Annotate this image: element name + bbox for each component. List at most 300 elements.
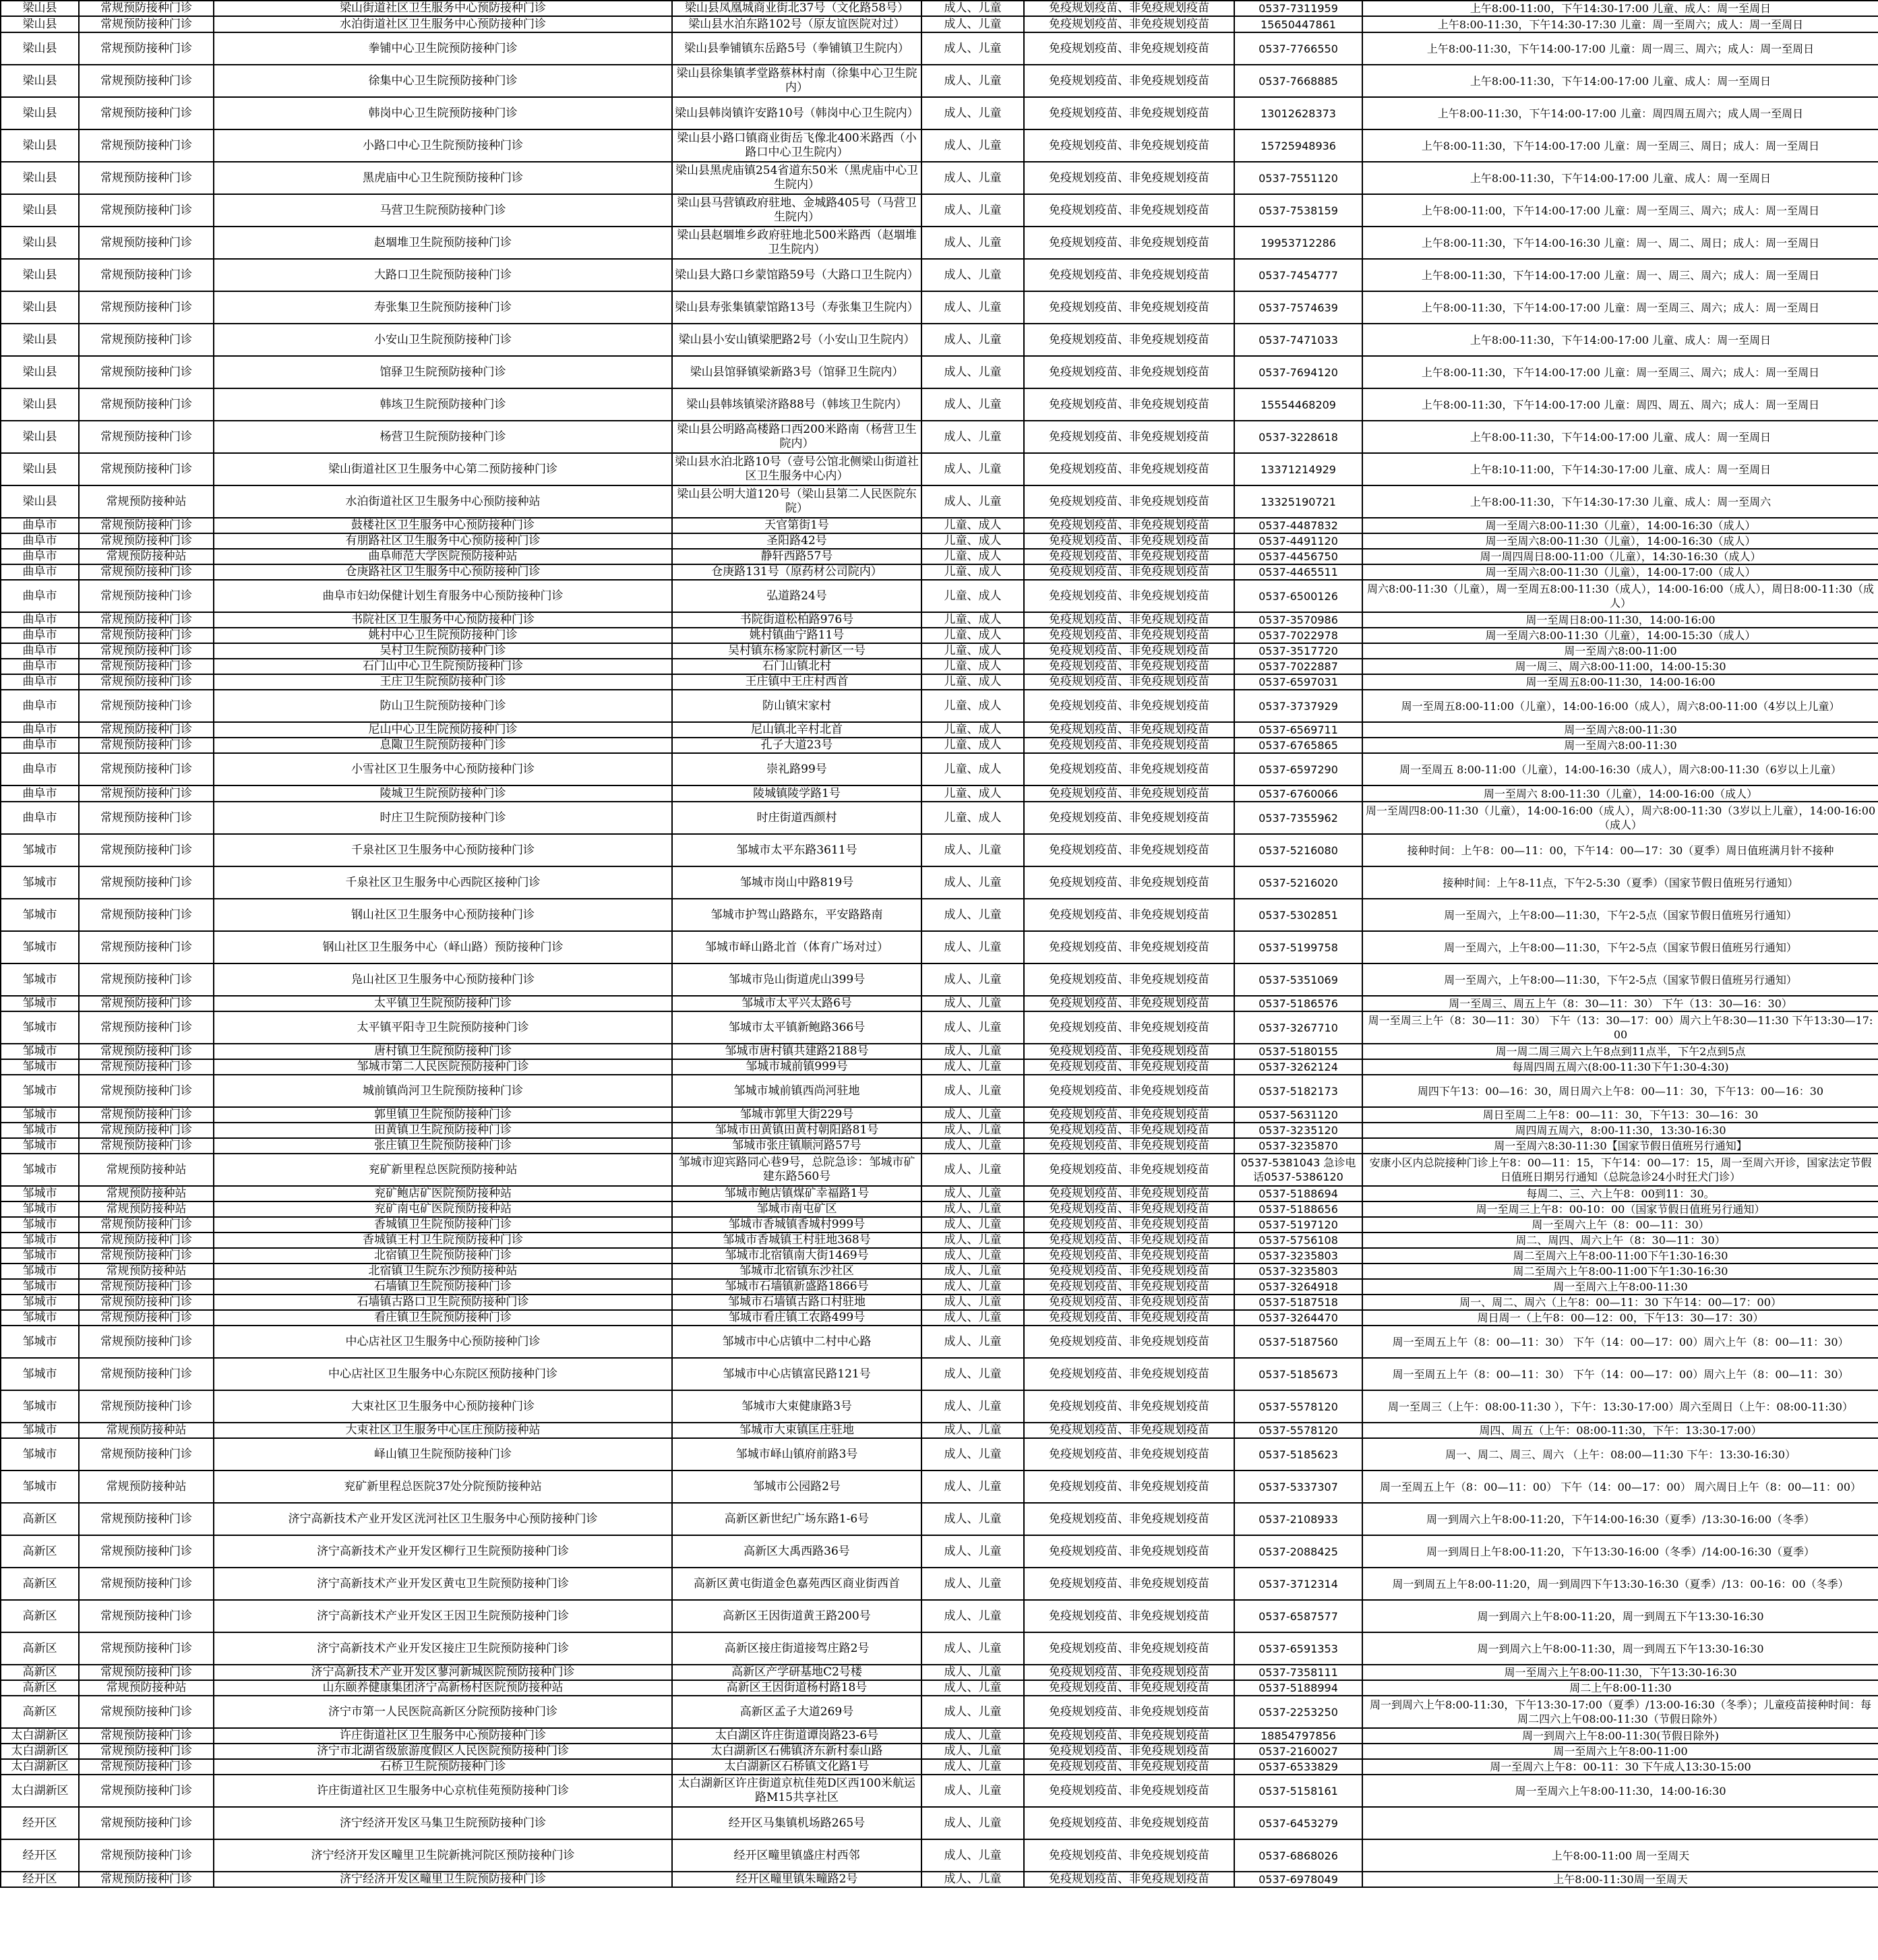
address-cell: 高新区新世纪广场东路1-6号	[672, 1503, 921, 1535]
table-row	[1, 1326, 1878, 1358]
table-row	[1, 628, 1878, 643]
phone-cell: 0537-3737929	[1234, 690, 1362, 722]
region-cell: 太白湖新区	[1, 1728, 79, 1744]
address-cell: 邹城市太平镇新鲍路366号	[672, 1011, 921, 1044]
target-group-cell: 成人、儿童	[921, 899, 1024, 931]
hours-cell: 周一至周六上午8:00-11:30	[1362, 1279, 1878, 1295]
clinic-type-cell: 常规预防接种门诊	[79, 453, 214, 485]
region-cell: 邹城市	[1, 1138, 79, 1154]
table-row	[1, 643, 1878, 659]
phone-cell: 0537-5578120	[1234, 1390, 1362, 1423]
region-cell: 邹城市	[1, 1471, 79, 1503]
clinic-type-cell: 常规预防接种站	[79, 485, 214, 518]
clinic-name-cell: 田黄镇卫生院预防接种门诊	[214, 1123, 672, 1138]
table-row	[1, 1696, 1878, 1728]
hours-cell: 上午8:00-11:30，下午14:00-17:00 儿童、成人：周一至周日	[1362, 421, 1878, 453]
vaccine-type-cell: 免疫规划疫苗、非免疫规划疫苗	[1024, 194, 1234, 227]
phone-cell: 0537-7311959	[1234, 1, 1362, 16]
clinic-type-cell: 常规预防接种门诊	[79, 1696, 214, 1728]
target-group-cell: 成人、儿童	[921, 1423, 1024, 1438]
target-group-cell: 成人、儿童	[921, 834, 1024, 866]
address-cell: 邹城市迎宾路同心巷9号，总院急诊：邹城市矿建东路560号	[672, 1154, 921, 1186]
phone-cell: 0537-7668885	[1234, 65, 1362, 97]
address-cell: 太白湖新区石佛镇济东新村泰山路	[672, 1744, 921, 1759]
clinic-name-cell: 济宁市北湖省级旅游度假区人民医院预防接种门诊	[214, 1744, 672, 1759]
table-row	[1, 1279, 1878, 1295]
table-row	[1, 1011, 1878, 1044]
table-row	[1, 1295, 1878, 1310]
phone-cell: 0537-5197120	[1234, 1217, 1362, 1233]
clinic-type-cell: 常规预防接种门诊	[79, 1568, 214, 1600]
phone-cell: 19953712286	[1234, 227, 1362, 259]
region-cell: 曲阜市	[1, 533, 79, 549]
clinic-type-cell: 常规预防接种门诊	[79, 1665, 214, 1680]
region-cell: 邹城市	[1, 866, 79, 899]
clinic-type-cell: 常规预防接种门诊	[79, 1, 214, 16]
target-group-cell: 成人、儿童	[921, 1326, 1024, 1358]
target-group-cell: 成人、儿童	[921, 1696, 1024, 1728]
address-cell: 太白湖新区石桥镇文化路1号	[672, 1759, 921, 1775]
target-group-cell: 成人、儿童	[921, 1044, 1024, 1059]
table-row	[1, 1201, 1878, 1217]
clinic-name-cell: 拳铺中心卫生院预防接种门诊	[214, 32, 672, 65]
region-cell: 邹城市	[1, 1423, 79, 1438]
phone-cell: 0537-5180155	[1234, 1044, 1362, 1059]
clinic-type-cell: 常规预防接种门诊	[79, 753, 214, 785]
address-cell: 经开区疃里镇朱疃路2号	[672, 1872, 921, 1887]
clinic-name-cell: 济宁高新技术产业开发区蓼河新城医院预防接种门诊	[214, 1665, 672, 1680]
address-cell: 静轩西路57号	[672, 549, 921, 564]
clinic-name-cell: 水泊街道社区卫生服务中心预防接种站	[214, 485, 672, 518]
phone-cell: 0537-3235870	[1234, 1138, 1362, 1154]
phone-cell: 0537-7022978	[1234, 628, 1362, 643]
region-cell: 梁山县	[1, 485, 79, 518]
clinic-type-cell: 常规预防接种门诊	[79, 1600, 214, 1632]
phone-cell: 0537-5158161	[1234, 1775, 1362, 1807]
clinic-type-cell: 常规预防接种门诊	[79, 643, 214, 659]
region-cell: 梁山县	[1, 259, 79, 291]
target-group-cell: 成人、儿童	[921, 1075, 1024, 1107]
clinic-name-cell: 北宿镇卫生院预防接种门诊	[214, 1248, 672, 1264]
address-cell: 梁山县拳铺镇东岳路5号（拳铺镇卫生院内）	[672, 32, 921, 65]
clinic-name-cell: 馆驿卫生院预防接种门诊	[214, 356, 672, 388]
target-group-cell: 儿童、成人	[921, 518, 1024, 533]
region-cell: 太白湖新区	[1, 1759, 79, 1775]
clinic-type-cell: 常规预防接种门诊	[79, 324, 214, 356]
vaccine-type-cell: 免疫规划疫苗、非免疫规划疫苗	[1024, 1503, 1234, 1535]
clinic-name-cell: 张庄镇卫生院预防接种门诊	[214, 1138, 672, 1154]
target-group-cell: 成人、儿童	[921, 1201, 1024, 1217]
vaccine-type-cell: 免疫规划疫苗、非免疫规划疫苗	[1024, 1310, 1234, 1326]
clinic-type-cell: 常规预防接种门诊	[79, 97, 214, 129]
table-row	[1, 97, 1878, 129]
hours-cell: 上午8:00-11:30，下午14:00-17:00 儿童：周一、周三、周六；成人：周一至周日	[1362, 259, 1878, 291]
hours-cell: 周一至周六8:00-11:30（儿童），14:00-17:00（成人）	[1362, 564, 1878, 580]
address-cell: 邹城市北宿镇东沙社区	[672, 1264, 921, 1279]
phone-cell: 18854797856	[1234, 1728, 1362, 1744]
table-row	[1, 1358, 1878, 1390]
target-group-cell: 成人、儿童	[921, 1059, 1024, 1075]
region-cell: 邹城市	[1, 1390, 79, 1423]
clinic-type-cell: 常规预防接种门诊	[79, 1295, 214, 1310]
address-cell: 仓庚路131号（原药材公司院内）	[672, 564, 921, 580]
phone-cell: 0537-2253250	[1234, 1696, 1362, 1728]
clinic-type-cell: 常规预防接种门诊	[79, 1535, 214, 1568]
target-group-cell: 成人、儿童	[921, 1759, 1024, 1775]
phone-cell: 0537-3262124	[1234, 1059, 1362, 1075]
table-row	[1, 16, 1878, 32]
clinic-name-cell: 邹城市第二人民医院预防接种门诊	[214, 1059, 672, 1075]
phone-cell: 0537-5185623	[1234, 1438, 1362, 1471]
address-cell: 邹城市城前镇999号	[672, 1059, 921, 1075]
phone-cell: 0537-7471033	[1234, 324, 1362, 356]
vaccine-type-cell: 免疫规划疫苗、非免疫规划疫苗	[1024, 802, 1234, 834]
region-cell: 曲阜市	[1, 738, 79, 753]
clinic-type-cell: 常规预防接种门诊	[79, 1326, 214, 1358]
table-row	[1, 1775, 1878, 1807]
address-cell: 邹城市北宿镇南大街1469号	[672, 1248, 921, 1264]
clinic-name-cell: 鼓楼社区卫生服务中心预防接种门诊	[214, 518, 672, 533]
phone-cell: 0537-4456750	[1234, 549, 1362, 564]
clinic-type-cell: 常规预防接种门诊	[79, 1438, 214, 1471]
target-group-cell: 成人、儿童	[921, 421, 1024, 453]
clinic-type-cell: 常规预防接种站	[79, 1201, 214, 1217]
address-cell: 邹城市南屯矿区	[672, 1201, 921, 1217]
hours-cell: 周一至周六，上午8:00—11:30，下午2-5点（国家节假日值班另行通知）	[1362, 963, 1878, 996]
vaccine-type-cell: 免疫规划疫苗、非免疫规划疫苗	[1024, 324, 1234, 356]
region-cell: 高新区	[1, 1696, 79, 1728]
table-row	[1, 421, 1878, 453]
target-group-cell: 成人、儿童	[921, 97, 1024, 129]
phone-cell: 0537-5351069	[1234, 963, 1362, 996]
hours-cell: 周四下午13：00—16：30，周日周六上午8：00—11：30，下午13：00—16：30	[1362, 1075, 1878, 1107]
region-cell: 邹城市	[1, 1044, 79, 1059]
phone-cell: 0537-3235803	[1234, 1264, 1362, 1279]
hours-cell: 上午8:00-11:30，下午14:30-17:30 儿童：周一至周六；成人：周一至周日	[1362, 16, 1878, 32]
vaccine-type-cell: 免疫规划疫苗、非免疫规划疫苗	[1024, 1807, 1234, 1839]
phone-cell: 0537-5578120	[1234, 1423, 1362, 1438]
table-row	[1, 785, 1878, 802]
hours-cell: 周一周二周三周六上午8点到11点半，下午2点到5点	[1362, 1044, 1878, 1059]
address-cell: 高新区接庄街道接驾庄路2号	[672, 1632, 921, 1665]
target-group-cell: 儿童、成人	[921, 802, 1024, 834]
clinic-name-cell: 梁山街道社区卫生服务中心预防接种门诊	[214, 1, 672, 16]
target-group-cell: 成人、儿童	[921, 1186, 1024, 1201]
target-group-cell: 成人、儿童	[921, 453, 1024, 485]
address-cell: 高新区大禹西路36号	[672, 1535, 921, 1568]
table-row	[1, 388, 1878, 421]
phone-cell: 0537-6453279	[1234, 1807, 1362, 1839]
hours-cell: 周一至周六上午8:00-11:00	[1362, 1744, 1878, 1759]
vaccine-type-cell: 免疫规划疫苗、非免疫规划疫苗	[1024, 785, 1234, 802]
clinic-type-cell: 常规预防接种门诊	[79, 1358, 214, 1390]
clinic-type-cell: 常规预防接种门诊	[79, 564, 214, 580]
clinic-type-cell: 常规预防接种门诊	[79, 194, 214, 227]
clinic-name-cell: 马营卫生院预防接种门诊	[214, 194, 672, 227]
clinic-type-cell: 常规预防接种门诊	[79, 1390, 214, 1423]
address-cell: 尼山镇北辛村北首	[672, 722, 921, 738]
clinic-type-cell: 常规预防接种站	[79, 1264, 214, 1279]
phone-cell: 0537-5199758	[1234, 931, 1362, 963]
address-cell: 邹城市香城镇王村驻地368号	[672, 1233, 921, 1248]
vaccine-type-cell: 免疫规划疫苗、非免疫规划疫苗	[1024, 1535, 1234, 1568]
table-row	[1, 549, 1878, 564]
address-cell: 梁山县寿张集镇蒙馆路13号（寿张集卫生院内）	[672, 291, 921, 324]
address-cell: 邹城市岗山中路819号	[672, 866, 921, 899]
clinic-type-cell: 常规预防接种门诊	[79, 1044, 214, 1059]
address-cell: 梁山县赵堌堆乡政府驻地北500米路西（赵堌堆卫生院内）	[672, 227, 921, 259]
clinic-type-cell: 常规预防接种门诊	[79, 291, 214, 324]
hours-cell: 每周二、三、六上午8：00到11：30。	[1362, 1186, 1878, 1201]
region-cell: 梁山县	[1, 194, 79, 227]
phone-cell: 0537-5216020	[1234, 866, 1362, 899]
vaccine-type-cell: 免疫规划疫苗、非免疫规划疫苗	[1024, 722, 1234, 738]
region-cell: 曲阜市	[1, 722, 79, 738]
phone-cell: 0537-4491120	[1234, 533, 1362, 549]
clinic-type-cell: 常规预防接种门诊	[79, 162, 214, 194]
clinic-name-cell: 赵堌堆卫生院预防接种门诊	[214, 227, 672, 259]
hours-cell: 上午8:00-11:30周一至周天	[1362, 1872, 1878, 1887]
region-cell: 梁山县	[1, 1, 79, 16]
vaccine-type-cell: 免疫规划疫苗、非免疫规划疫苗	[1024, 738, 1234, 753]
region-cell: 邹城市	[1, 1233, 79, 1248]
region-cell: 曲阜市	[1, 690, 79, 722]
region-cell: 邹城市	[1, 1123, 79, 1138]
address-cell: 邹城市大束健康路3号	[672, 1390, 921, 1423]
table-row	[1, 1186, 1878, 1201]
vaccine-type-cell: 免疫规划疫苗、非免疫规划疫苗	[1024, 453, 1234, 485]
phone-cell: 0537-7454777	[1234, 259, 1362, 291]
hours-cell: 周一周四周日8:00-11:00（儿童），14:30-16:30（成人）	[1362, 549, 1878, 564]
vaccine-type-cell: 免疫规划疫苗、非免疫规划疫苗	[1024, 1217, 1234, 1233]
hours-cell: 周一至周三、周五上午（8：30—11：30） 下午（13：30—16：30）	[1362, 996, 1878, 1011]
clinic-type-cell: 常规预防接种门诊	[79, 628, 214, 643]
target-group-cell: 成人、儿童	[921, 996, 1024, 1011]
vaccine-type-cell: 免疫规划疫苗、非免疫规划疫苗	[1024, 1138, 1234, 1154]
hours-cell: 上午8:00-11:30，下午14:30-17:30 儿童、成人：周一至周六	[1362, 485, 1878, 518]
clinic-name-cell: 梁山街道社区卫生服务中心第二预防接种门诊	[214, 453, 672, 485]
phone-cell: 0537-5631120	[1234, 1107, 1362, 1123]
region-cell: 邹城市	[1, 963, 79, 996]
address-cell: 邹城市太平东路3611号	[672, 834, 921, 866]
vaccine-type-cell: 免疫规划疫苗、非免疫规划疫苗	[1024, 1471, 1234, 1503]
table-row	[1, 533, 1878, 549]
region-cell: 邹城市	[1, 1295, 79, 1310]
clinic-name-cell: 小安山卫生院预防接种门诊	[214, 324, 672, 356]
clinic-name-cell: 石墙镇卫生院预防接种门诊	[214, 1279, 672, 1295]
table-row	[1, 996, 1878, 1011]
table-row	[1, 291, 1878, 324]
hours-cell: 上午8:00-11:00 周一至周天	[1362, 1839, 1878, 1872]
hours-cell: 每周四周五周六(8:00-11:30下午1:30-4:30)	[1362, 1059, 1878, 1075]
vaccine-type-cell: 免疫规划疫苗、非免疫规划疫苗	[1024, 1839, 1234, 1872]
target-group-cell: 儿童、成人	[921, 549, 1024, 564]
clinic-type-cell: 常规预防接种门诊	[79, 518, 214, 533]
clinic-name-cell: 济宁经济开发区疃里卫生院新挑河院区预防接种门诊	[214, 1839, 672, 1872]
target-group-cell: 成人、儿童	[921, 1839, 1024, 1872]
table-row	[1, 899, 1878, 931]
target-group-cell: 成人、儿童	[921, 1568, 1024, 1600]
address-cell: 邹城市公园路2号	[672, 1471, 921, 1503]
address-cell: 邹城市郭里大街229号	[672, 1107, 921, 1123]
address-cell: 高新区孟子大道269号	[672, 1696, 921, 1728]
region-cell: 梁山县	[1, 227, 79, 259]
target-group-cell: 儿童、成人	[921, 738, 1024, 753]
clinic-type-cell: 常规预防接种门诊	[79, 227, 214, 259]
region-cell: 曲阜市	[1, 659, 79, 674]
vaccine-type-cell: 免疫规划疫苗、非免疫规划疫苗	[1024, 1, 1234, 16]
table-row	[1, 866, 1878, 899]
vaccine-type-cell: 免疫规划疫苗、非免疫规划疫苗	[1024, 1423, 1234, 1438]
target-group-cell: 成人、儿童	[921, 1295, 1024, 1310]
vaccine-type-cell: 免疫规划疫苗、非免疫规划疫苗	[1024, 129, 1234, 162]
clinic-type-cell: 常规预防接种门诊	[79, 356, 214, 388]
phone-cell: 0537-3264918	[1234, 1279, 1362, 1295]
clinic-name-cell: 徐集中心卫生院预防接种门诊	[214, 65, 672, 97]
phone-cell: 0537-6569711	[1234, 722, 1362, 738]
table-row	[1, 1390, 1878, 1423]
table-row	[1, 1123, 1878, 1138]
clinic-type-cell: 常规预防接种站	[79, 1186, 214, 1201]
clinic-name-cell: 城前镇尚河卫生院预防接种门诊	[214, 1075, 672, 1107]
vaccine-type-cell: 免疫规划疫苗、非免疫规划疫苗	[1024, 1044, 1234, 1059]
phone-cell: 0537-7355962	[1234, 802, 1362, 834]
clinic-type-cell: 常规预防接种站	[79, 1423, 214, 1438]
target-group-cell: 成人、儿童	[921, 866, 1024, 899]
target-group-cell: 成人、儿童	[921, 1279, 1024, 1295]
hours-cell: 周一周三、周六8:00-11:00，14:00-15:30	[1362, 659, 1878, 674]
vaccine-type-cell: 免疫规划疫苗、非免疫规划疫苗	[1024, 866, 1234, 899]
address-cell: 太白湖区许庄街道谭岗路23-6号	[672, 1728, 921, 1744]
vaccine-type-cell: 免疫规划疫苗、非免疫规划疫苗	[1024, 1390, 1234, 1423]
target-group-cell: 成人、儿童	[921, 1807, 1024, 1839]
table-row	[1, 1839, 1878, 1872]
clinic-name-cell: 太平镇卫生院预防接种门诊	[214, 996, 672, 1011]
hours-cell: 周日周一（上午8：00—12：00，下午13：30—17：30）	[1362, 1310, 1878, 1326]
region-cell: 高新区	[1, 1665, 79, 1680]
target-group-cell: 成人、儿童	[921, 324, 1024, 356]
address-cell: 王庄镇中王庄村西首	[672, 674, 921, 690]
clinic-name-cell: 有朋路社区卫生服务中心预防接种门诊	[214, 533, 672, 549]
target-group-cell: 成人、儿童	[921, 1600, 1024, 1632]
target-group-cell: 儿童、成人	[921, 659, 1024, 674]
clinic-name-cell: 小雪社区卫生服务中心预防接种门诊	[214, 753, 672, 785]
region-cell: 经开区	[1, 1839, 79, 1872]
hours-cell: 周一到周日上午8:00-11:20，下午13:30-16:00（冬季）/14:00-16:30（夏季）	[1362, 1535, 1878, 1568]
target-group-cell: 成人、儿童	[921, 1390, 1024, 1423]
table-row	[1, 1728, 1878, 1744]
vaccine-type-cell: 免疫规划疫苗、非免疫规划疫苗	[1024, 1759, 1234, 1775]
hours-cell: 周一至周日8:00-11:30，14:00-16:00	[1362, 612, 1878, 628]
address-cell: 时庄街道西颜村	[672, 802, 921, 834]
hours-cell: 上午8:00-11:30，下午14:00-17:00 儿童、成人：周一至周日	[1362, 65, 1878, 97]
phone-cell: 0537-3712314	[1234, 1568, 1362, 1600]
address-cell: 邹城市鲍店镇煤矿幸福路1号	[672, 1186, 921, 1201]
hours-cell: 上午8:00-11:30，下午14:00-17:00 儿童、成人：周一至周日	[1362, 162, 1878, 194]
table-row	[1, 1075, 1878, 1107]
target-group-cell: 成人、儿童	[921, 1358, 1024, 1390]
vaccine-type-cell: 免疫规划疫苗、非免疫规划疫苗	[1024, 1358, 1234, 1390]
target-group-cell: 成人、儿童	[921, 485, 1024, 518]
clinic-type-cell: 常规预防接种门诊	[79, 1807, 214, 1839]
clinic-name-cell: 大路口卫生院预防接种门诊	[214, 259, 672, 291]
table-row	[1, 1217, 1878, 1233]
clinic-name-cell: 姚村中心卫生院预防接种门诊	[214, 628, 672, 643]
clinic-name-cell: 石墙镇古路口卫生院预防接种门诊	[214, 1295, 672, 1310]
clinic-name-cell: 济宁经济开发区疃里卫生院预防接种门诊	[214, 1872, 672, 1887]
clinic-name-cell: 时庄卫生院预防接种门诊	[214, 802, 672, 834]
clinic-type-cell: 常规预防接种门诊	[79, 612, 214, 628]
clinic-name-cell: 陵城卫生院预防接种门诊	[214, 785, 672, 802]
vaccine-type-cell: 免疫规划疫苗、非免疫规划疫苗	[1024, 291, 1234, 324]
table-row	[1, 1423, 1878, 1438]
phone-cell: 0537-5381043 急诊电话0537-5386120	[1234, 1154, 1362, 1186]
table-row	[1, 65, 1878, 97]
hours-cell: 周一到周六上午8:00-11:30，周一到周五下午13:30-16:30	[1362, 1632, 1878, 1665]
hours-cell: 周一至周五上午（8：00—11：30） 下午（14：00—17：00）周六上午（8：00—11：30）	[1362, 1358, 1878, 1390]
clinic-name-cell: 石桥卫生院预防接种门诊	[214, 1759, 672, 1775]
hours-cell: 周一至周六8:00-11:30	[1362, 738, 1878, 753]
target-group-cell: 成人、儿童	[921, 259, 1024, 291]
hours-cell: 周一到周五上午8:00-11:20，周一到周四下午13:30-16:30（夏季）/13：00-16：00（冬季）	[1362, 1568, 1878, 1600]
vaccine-type-cell: 免疫规划疫苗、非免疫规划疫苗	[1024, 1201, 1234, 1217]
region-cell: 曲阜市	[1, 549, 79, 564]
region-cell: 邹城市	[1, 1011, 79, 1044]
address-cell: 邹城市唐村镇共建路2188号	[672, 1044, 921, 1059]
clinic-name-cell: 济宁高新技术产业开发区黄屯卫生院预防接种门诊	[214, 1568, 672, 1600]
target-group-cell: 儿童、成人	[921, 628, 1024, 643]
table-row	[1, 1744, 1878, 1759]
region-cell: 邹城市	[1, 1310, 79, 1326]
address-cell: 邹城市石墙镇古路口村驻地	[672, 1295, 921, 1310]
phone-cell: 0537-4465511	[1234, 564, 1362, 580]
clinic-name-cell: 山东颐养健康集团济宁高新杨村医院预防接种站	[214, 1680, 672, 1696]
hours-cell: 上午8:00-11:30，下午14:00-16:30 儿童：周一、周二、周日；成人：周一至周日	[1362, 227, 1878, 259]
phone-cell: 0537-5216080	[1234, 834, 1362, 866]
region-cell: 太白湖新区	[1, 1744, 79, 1759]
address-cell: 石门山镇北村	[672, 659, 921, 674]
address-cell: 梁山县马营镇政府驻地、金城路405号（马营卫生院内）	[672, 194, 921, 227]
target-group-cell: 成人、儿童	[921, 1217, 1024, 1233]
region-cell: 曲阜市	[1, 643, 79, 659]
address-cell: 邹城市凫山街道虎山399号	[672, 963, 921, 996]
region-cell: 高新区	[1, 1503, 79, 1535]
address-cell: 梁山县徐集镇孝堂路蔡林村南（徐集中心卫生院内）	[672, 65, 921, 97]
table-row	[1, 1471, 1878, 1503]
hours-cell: 周一到周六上午8:00-11:20，下午14:00-16:30（夏季）/13:30-16:00（冬季）	[1362, 1503, 1878, 1535]
clinic-name-cell: 吴村卫生院预防接种门诊	[214, 643, 672, 659]
clinic-type-cell: 常规预防接种门诊	[79, 533, 214, 549]
table-row	[1, 931, 1878, 963]
hours-cell: 周二上午8:00-11:30	[1362, 1680, 1878, 1696]
address-cell: 梁山县公明大道120号（梁山县第二人民医院东院）	[672, 485, 921, 518]
hours-cell: 上午8:00-11:30，下午14:00-17:00 儿童、成人：周一至周日	[1362, 324, 1878, 356]
vaccine-type-cell: 免疫规划疫苗、非免疫规划疫苗	[1024, 1600, 1234, 1632]
region-cell: 高新区	[1, 1568, 79, 1600]
table-row	[1, 1665, 1878, 1680]
target-group-cell: 儿童、成人	[921, 690, 1024, 722]
table-row	[1, 674, 1878, 690]
region-cell: 高新区	[1, 1680, 79, 1696]
address-cell: 梁山县公明路高楼路口西200米路南（杨营卫生院内）	[672, 421, 921, 453]
vaccine-type-cell: 免疫规划疫苗、非免疫规划疫苗	[1024, 690, 1234, 722]
clinic-name-cell: 北宿镇卫生院东沙预防接种站	[214, 1264, 672, 1279]
target-group-cell: 成人、儿童	[921, 388, 1024, 421]
target-group-cell: 成人、儿童	[921, 1107, 1024, 1123]
target-group-cell: 儿童、成人	[921, 674, 1024, 690]
clinic-name-cell: 曲阜师范大学医院预防接种站	[214, 549, 672, 564]
table-row	[1, 518, 1878, 533]
